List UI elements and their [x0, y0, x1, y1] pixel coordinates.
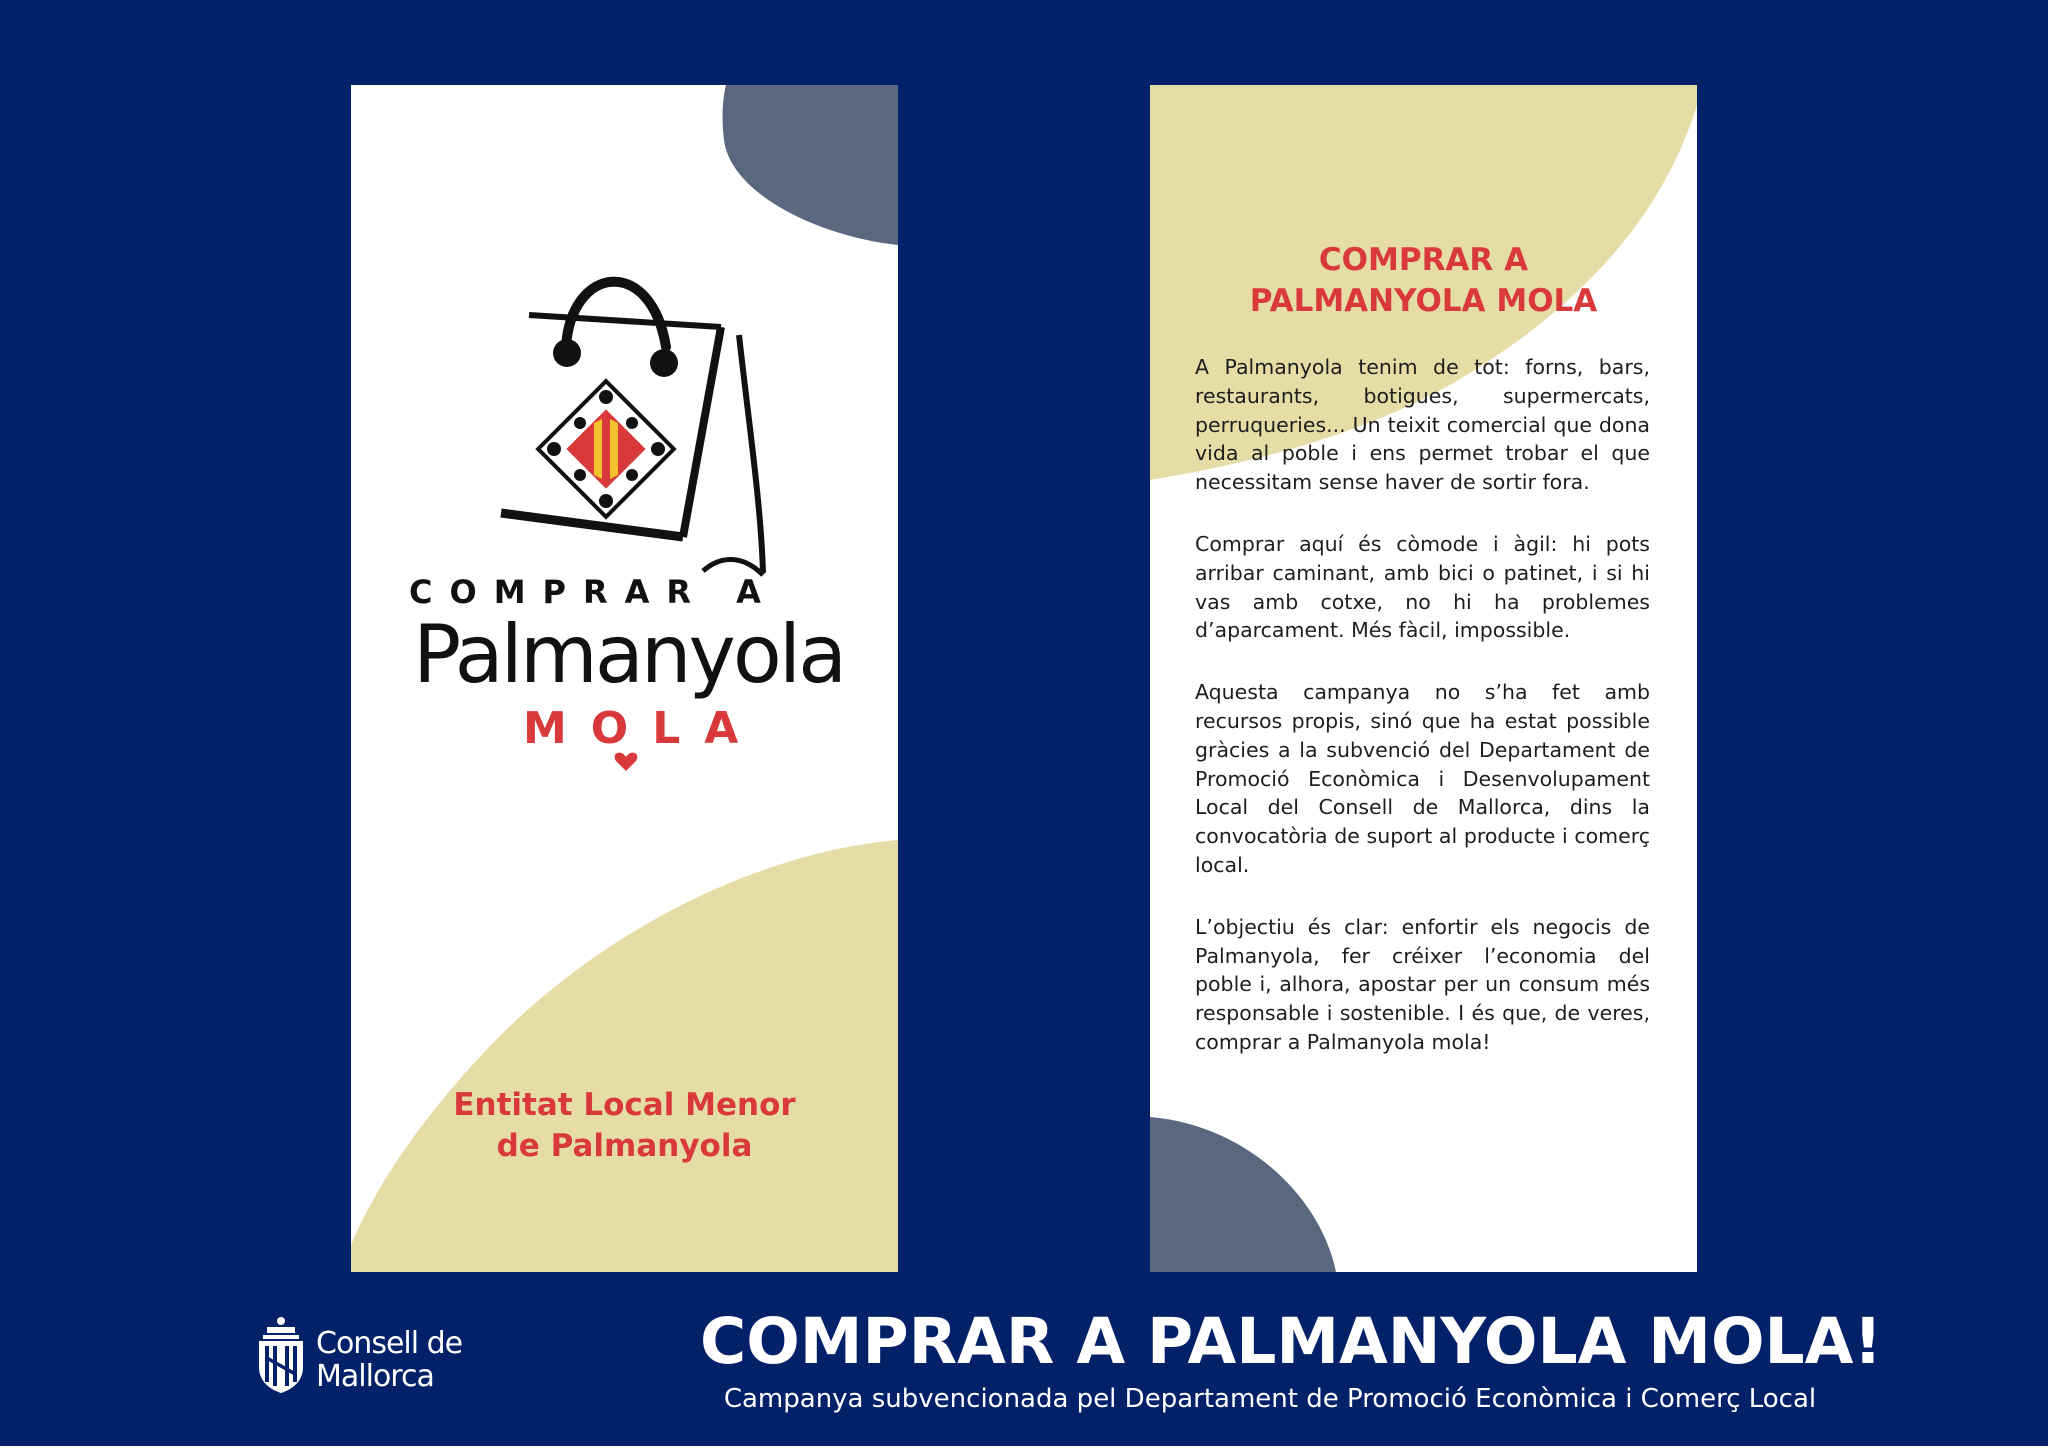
consell-de-mallorca-logo: [253, 1315, 483, 1395]
logo-text-line: Mallorca: [316, 1359, 434, 1394]
body-paragraph: L’objectiu és clar: enfortir els negocis de Palmanyola, fer créixer l’economia del poble i, alhora, apostar per un consum més responsable i sostenible. I és que, de veres, comprar a Palmanyola mola!: [1195, 914, 1650, 1054]
body-paragraph: Comprar aquí és còmode i àgil: hi pots arribar caminant, amb bici o patinet, i si hi vas amb cotxe, no hi ha problemes d’aparcament. Més fàcil, impossible.: [1195, 531, 1650, 643]
inside-title: [1170, 240, 1677, 322]
entity-name: [391, 1085, 858, 1167]
sand-blob: [351, 840, 898, 1272]
logo-text-line: Consell de: [316, 1326, 463, 1361]
body-paragraph: Aquesta campanya no s’ha fet amb recursos propis, sinó que ha estat possible gràcies a la subvenció del Departament de Promoció Econòmica i Desenvolupament Local del Consell de Mallorca, dins la convocatòria de suport al producte i comerç local.: [1195, 680, 1650, 877]
slate-blob: [1150, 1117, 1336, 1272]
consell-de-mallorca-text: [316, 1327, 462, 1393]
campaign-title: COMPRAR A PALMANYOLA MOLA!: [700, 1305, 1883, 1378]
entity-name-line: Entitat Local Menor: [453, 1087, 796, 1123]
logo-comprar-a: COMPRAR A: [409, 573, 778, 611]
logo-mola: MOLA: [523, 703, 763, 754]
campaign-subtitle: Campanya subvencionada pel Departament de Promoció Econòmica i Comerç Local: [723, 1384, 1817, 1414]
inside-title-line: PALMANYOLA MOLA: [1249, 283, 1598, 319]
inside-body: [1195, 353, 1650, 1090]
brochure-front-panel: [351, 85, 898, 1272]
entity-name-line: de Palmanyola: [496, 1128, 753, 1164]
consell-de-mallorca-crest-icon: [253, 1315, 309, 1395]
body-paragraph: A Palmanyola tenim de tot: forns, bars, restaurants, botigues, supermercats, perruqueries... Un teixit comercial que dona vida al poble i ens permet trobar el que necessitam sense haver de sortir fora.: [1195, 355, 1650, 495]
logo-palmanyola: Palmanyola: [413, 608, 845, 701]
inside-title-line: COMPRAR A: [1318, 242, 1529, 278]
brochure-inside-panel: [1150, 85, 1697, 1272]
